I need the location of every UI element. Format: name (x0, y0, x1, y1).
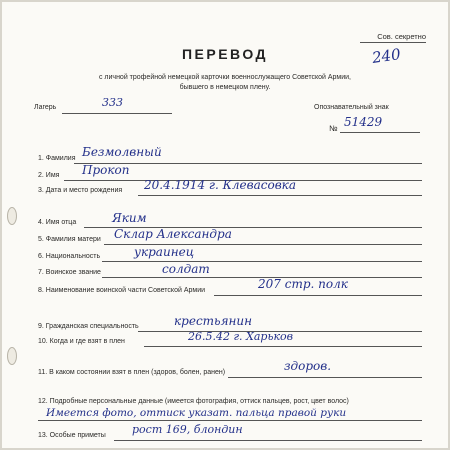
field-value-captured: 26.5.42 г. Харьков (188, 330, 294, 343)
camp-underline (62, 113, 172, 114)
field-value-birth: 20.4.1914 г. Клевасовка (144, 178, 296, 192)
punch-hole-top (7, 207, 17, 225)
field-value-surname: Безмолвный (82, 145, 162, 159)
field-label-first-name: 2. Имя (38, 172, 60, 179)
field-label-military-unit: 8. Наименование воинской части Советской Армии (38, 287, 206, 294)
handwritten-number: 240 (370, 45, 402, 67)
field-label-father-name: 4. Имя отца (38, 219, 77, 226)
field-value-mother-surname: Склар Александра (114, 227, 232, 241)
field-label-special-marks: 13. Особые приметы (38, 432, 106, 439)
field-value-civil-specialty: крестьянин (174, 314, 253, 328)
classification-underline (360, 42, 426, 43)
tag-underline (340, 132, 420, 133)
field-value-rank: солдат (162, 262, 210, 276)
field-label-civil-specialty: 9. Гражданская специальность (38, 323, 139, 330)
field-label-nationality: 6. Национальность (38, 253, 101, 260)
field-value-first-name: Прокоп (82, 163, 130, 177)
field-line-condition (228, 377, 422, 378)
tag-label: Опознавательный знак (314, 104, 389, 111)
field-line-personal-data (38, 420, 422, 421)
document-title: ПЕРЕВОД (181, 46, 269, 62)
field-value-father-name: Яким (112, 211, 147, 225)
field-line-nationality (102, 261, 422, 262)
field-value-nationality: украинец (134, 245, 195, 259)
field-label-rank: 7. Воинское звание (38, 269, 101, 276)
field-label-captured: 10. Когда и где взят в плен (38, 338, 125, 345)
classification-stamp: Сов. секретно (377, 32, 426, 41)
field-value-personal-data: Имеется фото, оттиск указат. пальца правой руки (46, 407, 347, 419)
field-line-military-unit (214, 295, 422, 296)
field-value-special-marks: рост 169, блондин (132, 423, 243, 436)
tag-value: 51429 (344, 115, 383, 129)
field-value-military-unit: 207 стр. полк (258, 277, 348, 291)
field-line-special-marks (114, 440, 422, 441)
camp-label: Лагерь (34, 104, 57, 111)
field-label-mother-surname: 5. Фамилия матери (38, 236, 101, 243)
field-line-birth (138, 195, 422, 196)
field-line-captured (144, 346, 422, 347)
field-label-condition: 11. В каком состоянии взят в плен (здоров, болен, ранен) (38, 369, 226, 376)
pow-card-translation (2, 2, 448, 448)
subtitle-line-1: с личной трофейной немецкой карточки военнослужащего Советской Армии, (98, 74, 352, 81)
field-value-condition: здоров. (284, 359, 332, 373)
camp-value: 333 (102, 96, 123, 109)
subtitle-line-2: бывшего в немецком плену. (179, 84, 271, 91)
field-label-surname: 1. Фамилия (38, 155, 76, 162)
tag-number-sign: № (329, 124, 338, 133)
field-label-birth: 3. Дата и место рождения (38, 187, 123, 194)
punch-hole-bottom (7, 347, 17, 365)
field-label-personal-data: 12. Подробные персональные данные (имеется фотография, оттиск пальцев, рост, цвет волос) (38, 398, 349, 405)
